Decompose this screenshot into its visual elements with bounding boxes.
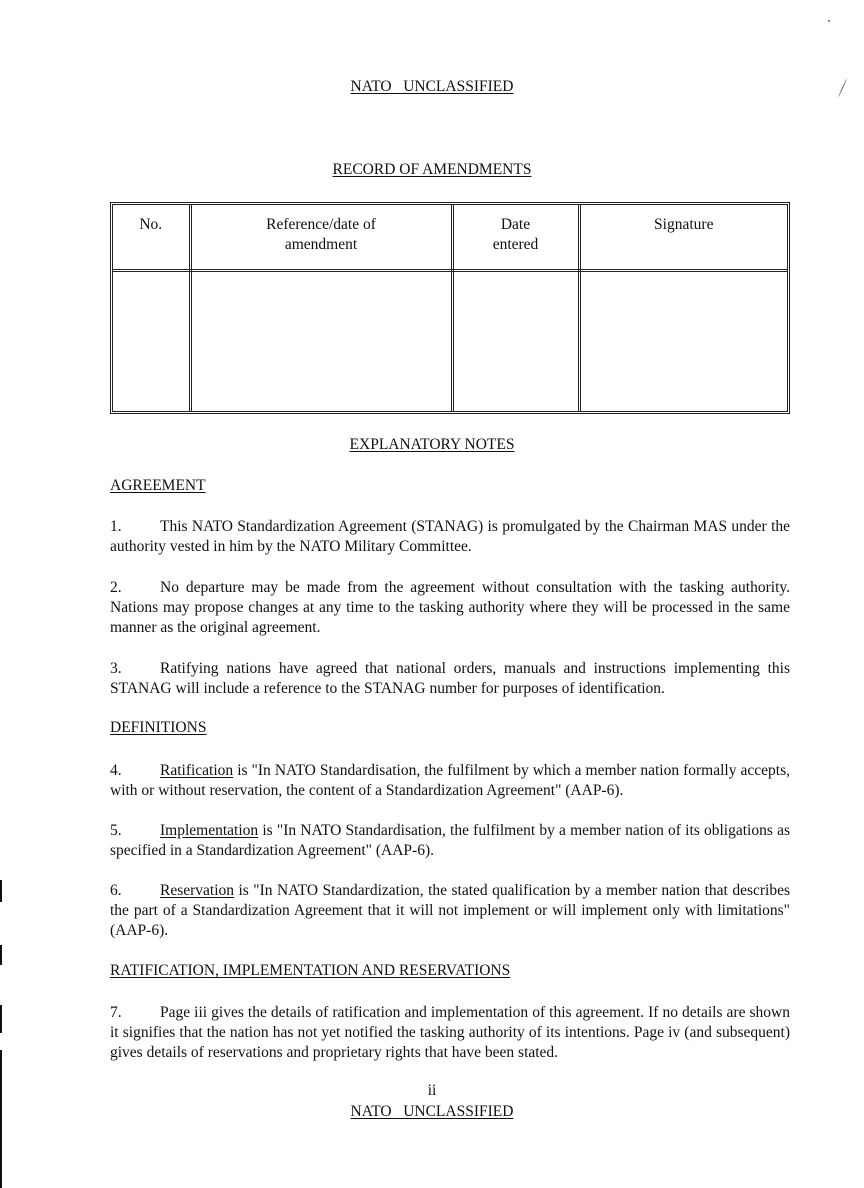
paragraph-number: 1.: [110, 518, 122, 535]
footer-classification: [0, 1103, 864, 1121]
column-header-signature: Signature: [579, 205, 787, 271]
column-header-no: No.: [113, 205, 190, 271]
table-header-row: [113, 205, 787, 271]
column-header-reference: Reference/date of amendment: [190, 205, 452, 271]
paragraph-text: Page iii gives the details of ratification and implementation of this agreement. If no details are shown it signifies that the nation has not yet notified the tasking authority of its intentions. Page iv (and subsequent) gives details of reservations and proprietary rights that have been stated.: [110, 1004, 790, 1061]
paragraph-4: [110, 761, 790, 801]
column-header-date-entered: Date entered: [452, 205, 579, 271]
scan-edge-mark: [0, 1005, 2, 1033]
amendments-title: [0, 161, 864, 179]
amendments-title-text: RECORD OF AMENDMENTS: [332, 161, 532, 178]
paragraph-text: is "In NATO Standardisation, the fulfilment by which a member nation formally accepts, with or without reservation, the content of a Standardization Agreement" (AAP-6).: [110, 762, 790, 799]
page-number: ii: [427, 1082, 437, 1099]
paragraph-text: Ratifying nations have agreed that national orders, manuals and instructions implementing this STANAG will include a reference to the STANAG number for purposes of identification.: [110, 660, 790, 697]
ratification-heading: RATIFICATION, IMPLEMENTATION AND RESERVATIONS: [110, 962, 511, 979]
paragraph-number: 5.: [110, 822, 122, 839]
explanatory-notes-title: [0, 436, 864, 454]
paragraph-number: 2.: [110, 579, 122, 596]
paragraph-6: [110, 881, 790, 941]
paragraph-number: 4.: [110, 762, 122, 779]
header-classification: [0, 78, 864, 96]
scan-edge-mark: [0, 1050, 2, 1188]
paragraph-number: 3.: [110, 660, 122, 677]
definition-term-reservation: Reservation: [160, 882, 235, 899]
scan-edge-mark: [0, 945, 2, 965]
paragraph-2: [110, 578, 790, 638]
paragraph-text: No departure may be made from the agreement without consultation with the tasking authority. Nations may propose changes at any time to the tasking authority where they will be processed in the same manner as the original agreement.: [110, 579, 790, 636]
paragraph-text: is "In NATO Standardization, the stated qualification by a member nation that describes the part of a Standardization Agreement that it will not implement or will implement only with limitations" (AAP-6).: [110, 882, 790, 939]
paragraph-text: This NATO Standardization Agreement (STANAG) is promulgated by the Chairman MAS under the authority vested in him by the NATO Military Committee.: [110, 518, 790, 555]
explanatory-notes-title-text: EXPLANATORY NOTES: [349, 436, 515, 453]
table-cell-signature: [579, 271, 787, 412]
paragraph-3: [110, 659, 790, 699]
definition-term-ratification: Ratification: [160, 762, 234, 779]
scan-edge-mark: [0, 880, 2, 902]
table-cell-reference: [190, 271, 452, 412]
definitions-heading: DEFINITIONS: [110, 719, 207, 736]
classification-label: NATO UNCLASSIFIED: [350, 78, 514, 95]
paragraph-5: [110, 821, 790, 861]
paragraph-number: 7.: [110, 1004, 122, 1021]
paragraph-1: [110, 517, 790, 557]
table-row: [113, 271, 787, 412]
paragraph-7: [110, 1003, 790, 1063]
footer-classification-label: NATO UNCLASSIFIED: [350, 1103, 514, 1120]
agreement-heading: AGREEMENT: [110, 477, 206, 494]
definition-term-implementation: Implementation: [160, 822, 259, 839]
table-cell-date: [452, 271, 579, 412]
paragraph-number: 6.: [110, 882, 122, 899]
scan-speck: [828, 20, 830, 22]
table-cell-no: [113, 271, 190, 412]
amendments-table: [110, 202, 790, 414]
paragraph-text: is "In NATO Standardisation, the fulfilment by a member nation of its obligations as specified in a Standardization Agreement" (AAP-6).: [110, 822, 790, 859]
